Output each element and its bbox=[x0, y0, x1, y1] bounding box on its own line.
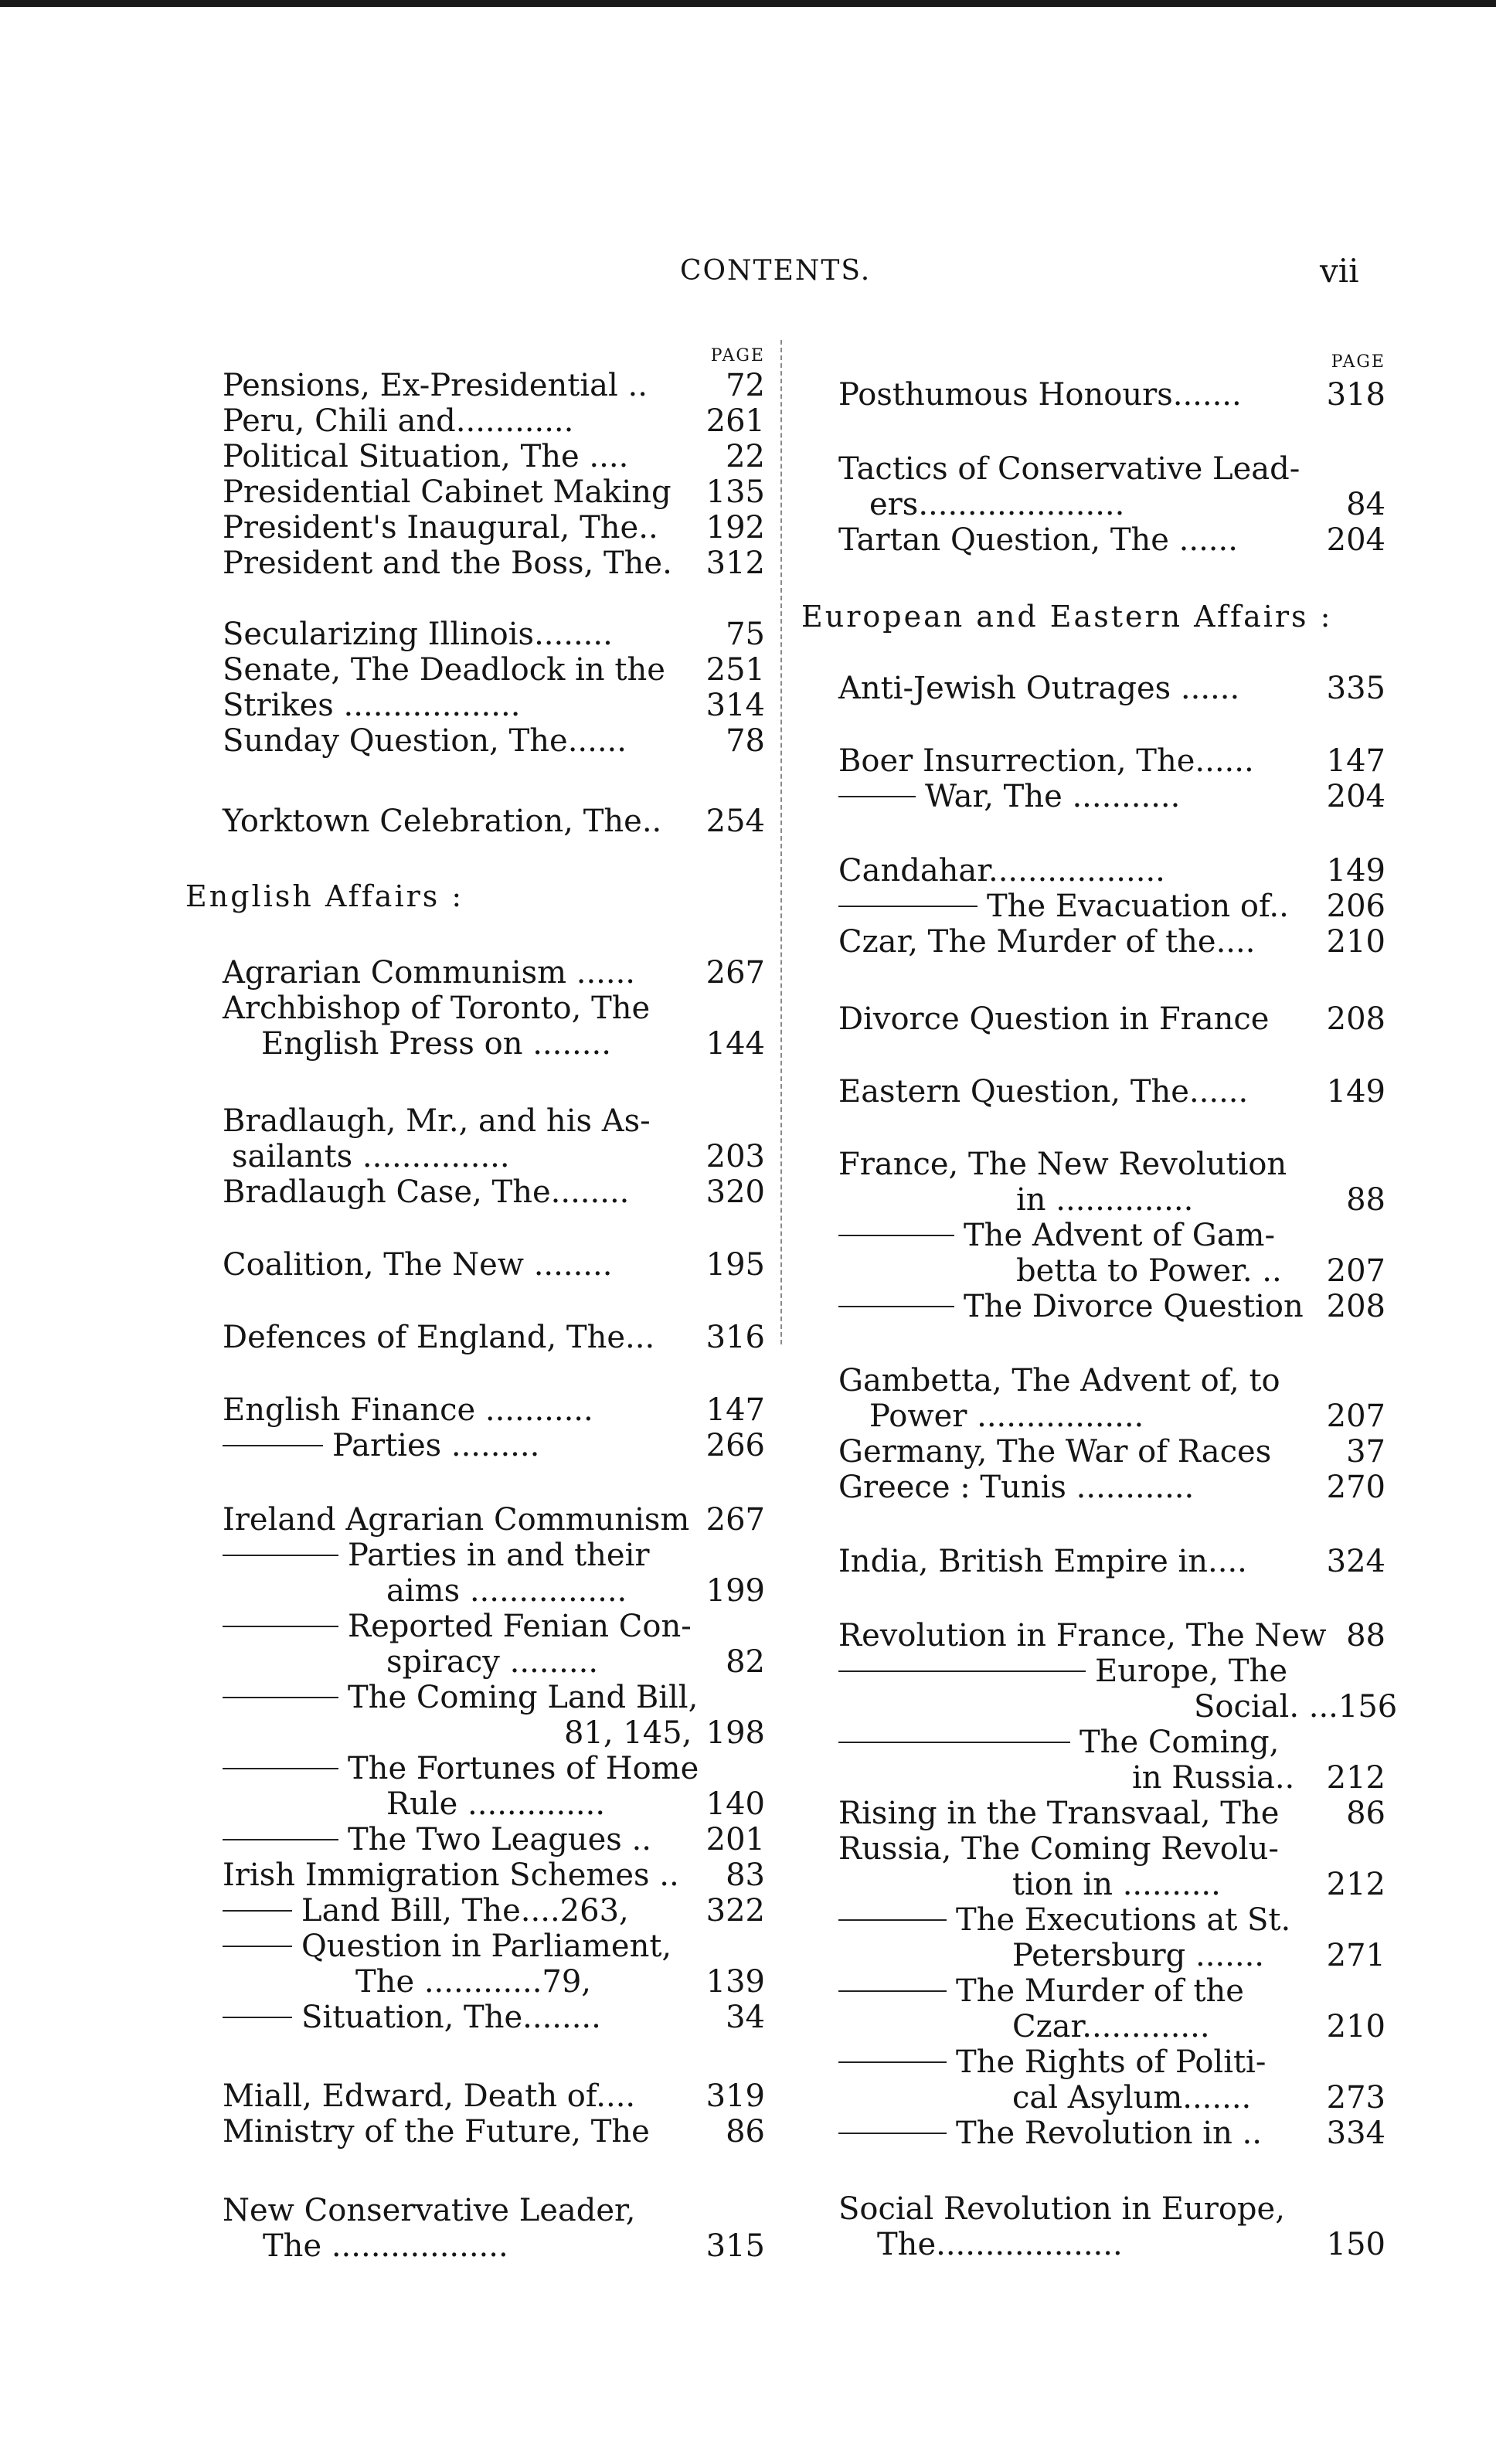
toc-entry: Candahar.................. 149 bbox=[838, 853, 1386, 889]
toc-entry: Senate, The Deadlock in the 251 bbox=[223, 652, 765, 688]
ditto-rule bbox=[838, 2133, 947, 2134]
toc-entry: Sunday Question, The...... 78 bbox=[223, 723, 765, 759]
ditto-rule bbox=[223, 1626, 338, 1627]
toc-entry: ers..................... 84 bbox=[869, 487, 1386, 522]
toc-entry: Eastern Question, The...... 149 bbox=[838, 1074, 1386, 1110]
toc-entry: Agrarian Communism ...... 267 bbox=[223, 955, 765, 991]
toc-entry: President's Inaugural, The.. 192 bbox=[223, 510, 765, 545]
toc-entry: Rising in the Transvaal, The 86 bbox=[838, 1796, 1386, 1831]
toc-entry: Social. ... 156 bbox=[1194, 1689, 1398, 1725]
toc-entry: Ministry of the Future, The 86 bbox=[223, 2114, 765, 2150]
toc-entry: The Rights of Politi- bbox=[838, 2044, 1386, 2080]
page-column-label: PAGE bbox=[710, 346, 765, 365]
toc-entry: Divorce Question in France 208 bbox=[838, 1001, 1386, 1037]
toc-entry: France, The New Revolution bbox=[838, 1147, 1287, 1182]
toc-entry: cal Asylum....... 273 bbox=[1012, 2080, 1386, 2116]
toc-entry: Posthumous Honours....... 318 bbox=[838, 377, 1386, 413]
toc-entry: Parties in and their bbox=[223, 1538, 765, 1573]
toc-entry: Political Situation, The .... 22 bbox=[223, 439, 765, 474]
contents-column-right bbox=[801, 0, 1398, 2464]
toc-entry: Tartan Question, The ...... 204 bbox=[838, 522, 1386, 558]
ditto-rule bbox=[838, 2061, 947, 2063]
ditto-rule bbox=[223, 1768, 338, 1769]
ditto-rule bbox=[223, 1910, 292, 1912]
toc-entry: The................... 150 bbox=[877, 2227, 1386, 2262]
toc-entry: Ireland Agrarian Communism 267 bbox=[223, 1502, 765, 1538]
ditto-rule bbox=[838, 1990, 947, 1992]
section-heading: European and Eastern Affairs : bbox=[801, 600, 1333, 634]
toc-entry: English Finance ........... 147 bbox=[223, 1392, 765, 1428]
toc-entry: Yorktown Celebration, The.. 254 bbox=[223, 804, 765, 839]
toc-entry: Bradlaugh Case, The........ 320 bbox=[223, 1174, 765, 1210]
toc-entry: spiracy ......... 82 bbox=[386, 1644, 765, 1680]
ditto-rule bbox=[223, 1946, 292, 1947]
toc-entry: in Russia.. 212 bbox=[1132, 1760, 1386, 1796]
toc-entry: English Press on ........ 144 bbox=[261, 1026, 765, 1062]
ditto-rule bbox=[223, 1555, 338, 1556]
ditto-rule bbox=[838, 1306, 954, 1307]
toc-entry: Reported Fenian Con- bbox=[223, 1609, 765, 1644]
column-divider bbox=[780, 340, 782, 1344]
toc-entry: Revolution in France, The New 88 bbox=[838, 1618, 1386, 1653]
toc-entry: tion in .......... 212 bbox=[1012, 1867, 1386, 1902]
ditto-rule bbox=[838, 1235, 954, 1236]
toc-entry: Czar, The Murder of the.... 210 bbox=[838, 924, 1386, 960]
toc-entry: Anti-Jewish Outrages ...... 335 bbox=[838, 671, 1386, 706]
ditto-rule bbox=[838, 906, 978, 907]
toc-entry: Land Bill, The....263, 322 bbox=[223, 1893, 765, 1929]
toc-entry: Boer Insurrection, The...... 147 bbox=[838, 743, 1386, 779]
toc-entry: in .............. 88 bbox=[1016, 1182, 1386, 1218]
toc-entry: Peru, Chili and............ 261 bbox=[223, 403, 765, 439]
toc-entry: Petersburg ....... 271 bbox=[1012, 1938, 1386, 1973]
toc-entry: Europe, The bbox=[838, 1653, 1386, 1689]
toc-entry: The Coming Land Bill, bbox=[223, 1680, 765, 1715]
ditto-rule bbox=[223, 1445, 323, 1446]
toc-entry: Rule .............. 140 bbox=[386, 1786, 765, 1822]
ditto-rule bbox=[838, 796, 916, 797]
toc-entry: President and the Boss, The. 312 bbox=[223, 545, 765, 581]
toc-entry: Czar............. 210 bbox=[1012, 2009, 1386, 2044]
toc-entry: Presidential Cabinet Making 135 bbox=[223, 474, 765, 510]
section-heading: English Affairs : bbox=[185, 879, 464, 913]
ditto-rule bbox=[838, 1670, 1086, 1672]
toc-entry: Gambetta, The Advent of, to bbox=[838, 1363, 1280, 1399]
toc-entry: 81, 145, 198 bbox=[564, 1715, 765, 1751]
toc-entry: War, The ........... 204 bbox=[838, 779, 1386, 814]
toc-entry: Greece : Tunis ............ 270 bbox=[838, 1470, 1386, 1505]
toc-entry: The Two Leagues .. 201 bbox=[223, 1822, 765, 1857]
toc-entry: The ............79, 139 bbox=[355, 1964, 765, 2000]
toc-entry: The Executions at St. bbox=[838, 1902, 1386, 1938]
ditto-rule bbox=[838, 1919, 947, 1921]
toc-entry: Bradlaugh, Mr., and his As- bbox=[223, 1103, 651, 1139]
toc-entry: Tactics of Conservative Lead- bbox=[838, 451, 1300, 487]
toc-entry: aims ................ 199 bbox=[386, 1573, 765, 1609]
toc-entry: The Fortunes of Home bbox=[223, 1751, 765, 1786]
toc-entry: The .................. 315 bbox=[263, 2228, 765, 2264]
toc-entry: Power ................. 207 bbox=[869, 1399, 1386, 1434]
toc-entry: New Conservative Leader, bbox=[223, 2193, 636, 2228]
toc-entry: Secularizing Illinois........ 75 bbox=[223, 617, 765, 652]
toc-entry: The Evacuation of.. 206 bbox=[838, 889, 1386, 924]
toc-entry: Pensions, Ex-Presidential .. 72 bbox=[223, 368, 765, 403]
toc-entry: Irish Immigration Schemes .. 83 bbox=[223, 1857, 765, 1893]
toc-entry: Social Revolution in Europe, bbox=[838, 2191, 1285, 2227]
toc-entry: Miall, Edward, Death of.... 319 bbox=[223, 2078, 765, 2114]
toc-entry: Situation, The........ 34 bbox=[223, 2000, 765, 2035]
toc-entry: Russia, The Coming Revolu- bbox=[838, 1831, 1279, 1867]
toc-entry: Germany, The War of Races 37 bbox=[838, 1434, 1386, 1470]
ditto-rule bbox=[223, 1697, 338, 1698]
running-title: CONTENTS. bbox=[680, 255, 872, 287]
toc-entry: Strikes .................. 314 bbox=[223, 688, 765, 723]
toc-entry: Question in Parliament, bbox=[223, 1929, 765, 1964]
ditto-rule bbox=[838, 1742, 1070, 1743]
toc-entry: Archbishop of Toronto, The bbox=[223, 991, 651, 1026]
ditto-rule bbox=[223, 2017, 292, 2018]
ditto-rule bbox=[223, 1839, 338, 1840]
toc-entry: The Advent of Gam- bbox=[838, 1218, 1386, 1253]
toc-entry: The Divorce Question 208 bbox=[838, 1289, 1386, 1324]
toc-entry: Defences of England, The... 316 bbox=[223, 1320, 765, 1355]
toc-entry: Parties ......... 266 bbox=[223, 1428, 765, 1463]
toc-entry: sailants ............... 203 bbox=[232, 1139, 765, 1174]
toc-entry: The Revolution in .. 334 bbox=[838, 2116, 1386, 2151]
toc-entry: betta to Power. .. 207 bbox=[1016, 1253, 1386, 1289]
contents-column-left bbox=[178, 0, 773, 2464]
toc-entry: The Murder of the bbox=[838, 1973, 1386, 2009]
page-column-label: PAGE bbox=[1331, 352, 1386, 372]
page-number: vii bbox=[1320, 252, 1359, 290]
toc-entry: Coalition, The New ........ 195 bbox=[223, 1247, 765, 1283]
toc-entry: India, British Empire in.... 324 bbox=[838, 1544, 1386, 1579]
toc-entry: The Coming, bbox=[838, 1725, 1386, 1760]
